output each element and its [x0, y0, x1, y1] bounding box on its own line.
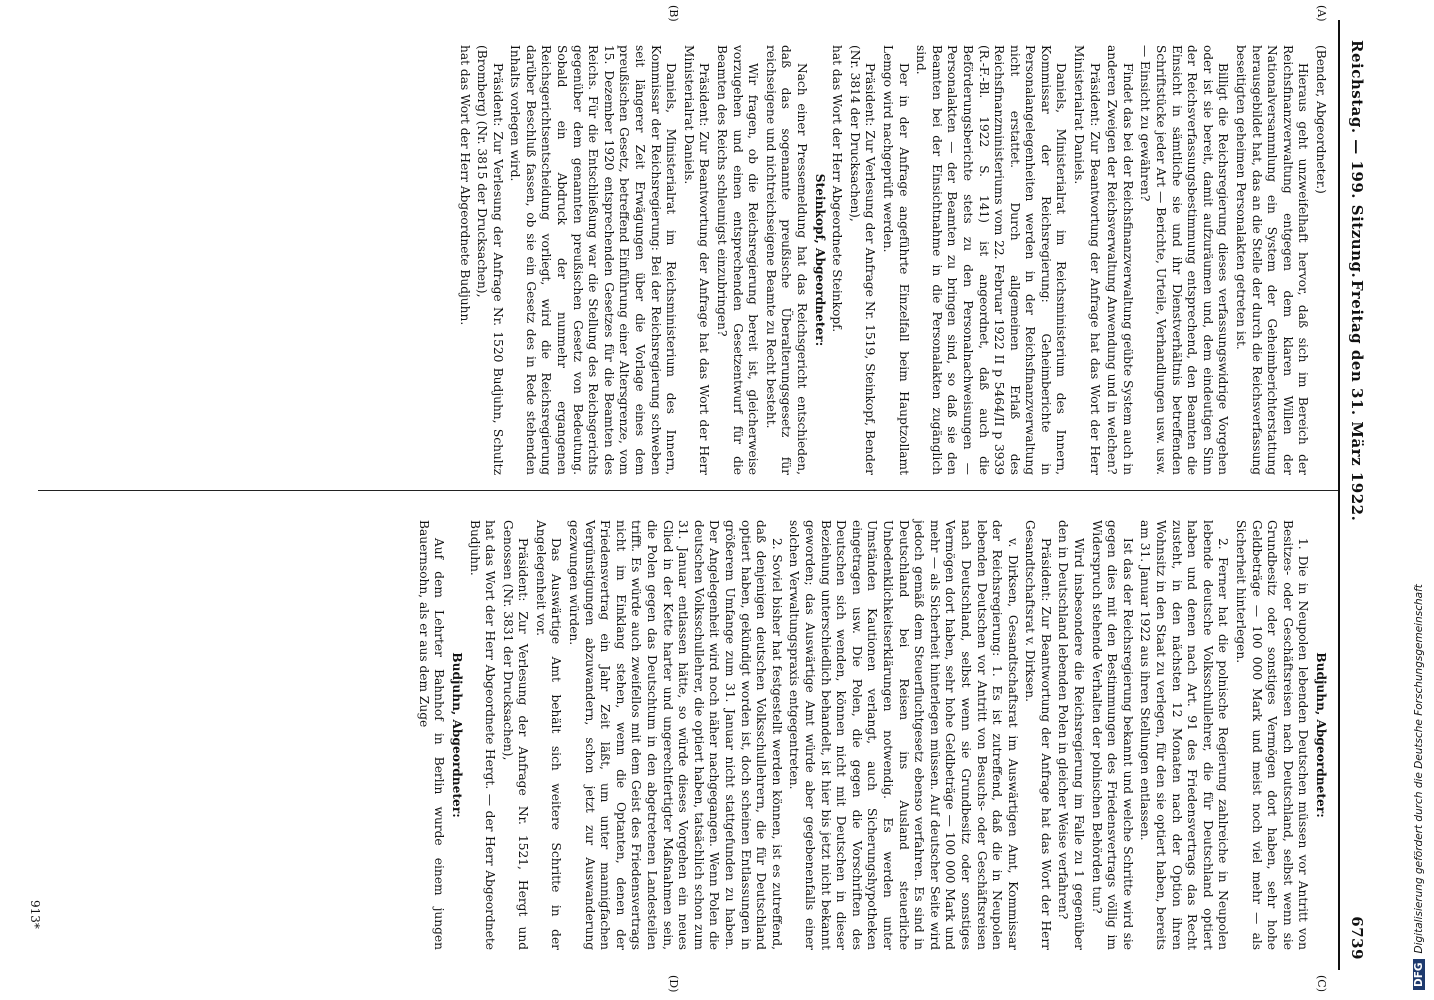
paragraph: v. Dirksen, Gesandtschaftsrat im Auswärtigen Amt, Kommissar der Reichsregierung: 1. Es ist zutreffend, daß die in Neupolen lebenden Deutschen vor Antritt von Besuchs- oder Geschäftsreisen nach Deutschland, selbst wenn sie Grundbesitz oder sonstiges Vermögen dort haben, sehr hohe Geldbeträge — 100 000 Mark und mehr — als Sicherheit hinterlegen müssen. Auf deutscher Seite wird jedoch gemäß dem Steuerfluchtgesetz ebenso verfahren. Es sind in Deutschland bei Reisen ins Ausland steuerliche Unbedenklichkeitserklärungen notwendig. Es werden unter Umständen Kautionen verlangt, auch Sicherungshypotheken eingetragen usw. Die Polen, die gegen die Vorschriften des Deutschen sich wenden, können nicht mit Deutschen in dieser Beziehung unterschiedlich behandelt, ist hier bis jetzt nicht bekannt geworden; das Auswärtige Amt würde aber gegebenenfalls einer solchen Verwaltungspraxis entgegentreten.	[787, 520, 1020, 950]
paragraph: 1. Die in Neupolen lebenden Deutschen müssen vor Antritt von Besitzes- oder Geschäftsreisen nach Deutschland, selbst wenn sie Grundbesitz oder sonstiges Vermögen dort haben, sehr hohe Geldbeträge — 100 000 Mark und meist noch viel mehr — als Sicherheit hinterlegen.	[1234, 520, 1311, 950]
marker-c: (C)	[1315, 975, 1328, 992]
paragraph: hat das Wort der Herr Abgeordnete Hergt. — der Herr Abgeordnete Budjuhn.	[467, 520, 498, 950]
left-column	[454, 45, 1328, 475]
digitization-note	[1407, 0, 1429, 1000]
paragraph: Ist das der Reichsregierung bekannt und welche Schritte wird sie gegen dies mit den Bestimmungen des Friedensvertrags völlig im Widerspruch stehende Verhalten der polnischen Behörden tun?	[1089, 520, 1135, 950]
header-session: Reichstag. — 199. Sitzung.	[1348, 40, 1366, 279]
paragraph: Präsident: Zur Verlesung der Anfrage Nr. 1519, Steinkopf, Bender (Nr. 3814 der Drucksachen),	[847, 45, 878, 475]
paragraph: Wird insbesondere die Reichsregierung im Falle zu 1 gegenüber den in Deutschland lebenden Polen in gleicher Weise verfahren?	[1056, 520, 1087, 950]
speaker-heading: Steinkopf, Abgeordneter:	[812, 173, 827, 347]
marker-d: (D)	[667, 975, 680, 993]
speaker-heading: Budjuhn, Abgeordneter:	[1314, 652, 1328, 818]
paragraph: (Bender, Abgeordneter.)	[1314, 45, 1328, 194]
paragraph: Wir fragen, ob die Reichsregierung bereit ist, gleicherweise vorzugehen und einen entsprechenden Gesetzentwurf für die Beamten des Reichs schleunigst einzubringen?	[715, 45, 761, 475]
dfg-logo: DFG	[1413, 959, 1425, 990]
paragraph: hat das Wort der Herr Abgeordnete Budjuhn.	[457, 45, 472, 326]
paragraph: Auf dem Lehrter Bahnhof in Berlin wurde einem jungen Bauernsohn, als er aus dem Zuge	[416, 520, 447, 950]
header-rule	[1338, 20, 1340, 970]
paragraph: Präsident: Zur Beantwortung der Anfrage hat das Wort der Herr Gesandtschaftsrat v. Dirksen.	[1023, 520, 1053, 950]
marker-b: (B)	[667, 5, 680, 22]
paragraph: Präsident: Zur Verlesung der Anfrage Nr. 1520 Budjuhn, Schultz (Bromberg) (Nr. 3815 der Drucksachen),	[475, 45, 505, 475]
paragraph: Präsident: Zur Beantwortung der Anfrage hat das Wort der Herr Ministerialrat Daniels.	[1072, 45, 1102, 475]
page-footer-number: 913*	[28, 900, 42, 929]
paragraph: Daniels, Ministerialrat im Reichsministerium des Innern, Kommissar der Reichsregierung: Geheimberichte in Personalangelegenheiten werden in der Reichsfinanzverwaltung nicht erstattet. Durch allgemeinen Erlaß des Reichsfinanzministeriums vom 22. Februar 1922 II p 5464/II p 3939 (R.-F.-Bl. 1922 S. 141) ist angeordnet, daß auch die Beförderungsberichte stets zu den Personalnachweisungen — Personalakten — der Beamten zu bringen sind, so daß sie den Beamten bei der Einsichtnahme in die Personalakten zugänglich sind.	[914, 45, 1069, 475]
paragraph: 2. Ferner hat die polnische Regierung zahlreiche in Neupolen lebende deutsche Volksschullehrer, die für Deutschland optiert haben und denen nach Art. 91 des Friedensvertrags das Recht zusteht, in den nächsten 12 Monaten nach der Option ihren Wohnsitz in den Staat zu verlegen, für den sie optiert haben, bereits am 31. Januar 1922 aus ihren Stellungen entlassen.	[1138, 520, 1231, 950]
paragraph: Hieraus geht unzweifelhaft hervor, daß sich im Bereich der Reichsfinanzverwaltung entgegen dem klaren Willen der Nationalversammlung ein System der Geheimberichterstattung herausgebildet hat, das an die Stelle der durch die Reichsverfassung beseitigten geheimen Personalakten getreten ist.	[1234, 45, 1311, 475]
page-header	[1340, 40, 1380, 960]
paragraph: Präsident: Zur Verlesung der Anfrage Nr. 1521, Hergt und Genossen (Nr. 3831 der Drucksachen),	[500, 520, 531, 950]
header-page-number: 6739	[1348, 916, 1366, 960]
paragraph: Präsident: Zur Beantwortung der Anfrage hat das Wort der Herr Ministerialrat Daniels.	[681, 45, 712, 475]
paragraph: Das Auswärtige Amt behält sich weitere Schritte in der Angelegenheit vor.	[533, 520, 564, 950]
header-date: Freitag den 31. März 1922.	[1348, 280, 1366, 522]
right-column	[413, 520, 1328, 950]
digitization-text: Digitalisierung gefördert durch die Deutsche Forschungsgemeinschaft	[1413, 584, 1425, 954]
paragraph: Findet das bei der Reichsfinanzverwaltung geübte System auch in anderen Zweigen der Reichsverwaltung Anwendung und in welchen?	[1105, 45, 1135, 475]
paragraph: Der in der Anfrage angeführte Einzelfall beim Hauptzollamt Lemgo wird nachgeprüft werden.	[880, 45, 911, 475]
paragraph: Billigt die Reichsregierung dieses verfassungswidrige Vorgehen oder ist sie bereit, damit aufzuräumen und, dem eindeutigen Sinn der Reichsverfassungsbestimmung entsprechend, den Beamten die Einsicht in sämtliche sie und ihr Dienstverhältnis betreffenden Schriftstücke jeder Art — Berichte, Urteile, Verhandlungen usw. usw. — Einsicht zu gewähren?	[1138, 45, 1231, 475]
speaker-heading: Budjuhn, Abgeordneter:	[449, 652, 464, 818]
paragraph: Daniels, Ministerialrat im Reichsministerium des Innern, Kommissar der Reichsregierung: Bei der Reichsregierung schweben seit längerer Zeit Erwägungen über die Vorlage eines dem preußischen Gesetz, betreffend Einführung einer Altersgrenze, vom 15. Dezember 1920 entsprechenden Gesetzes für die Beamten des Reichs. Für die Entschließung war die Stellung des Reichsgerichts gegenüber dem genannten preußischen Gesetz von Bedeutung. Sobald ein Abdruck der nunmehr ergangenen Reichsgerichtsentscheidung vorliegt, wird die Reichsregierung darüber Beschluß fassen, ob sie ein Gesetz des in Rede stehenden Inhalts vorlegen wird.	[508, 45, 679, 475]
paragraph: Nach einer Pressemeldung hat das Reichsgericht entschieden, daß das sogenannte preußische Überalterungsgesetz für reichseigene und nichtreichseigene Beamte zu Recht besteht.	[763, 45, 809, 475]
paragraph: hat das Wort der Herr Abgeordnete Steinkopf.	[830, 45, 845, 333]
column-divider	[38, 490, 1338, 491]
marker-a: (A)	[1315, 5, 1328, 22]
paragraph: 2. Soviel bisher hat festgestellt werden können, ist es zutreffend, daß denjenigen deutschen Volksschullehrern, die für Deutschland optiert haben, gekündigt worden ist, doch scheinen Entlassungen in größerem Umfange zum 31. Januar nicht stattgefunden zu haben. Der Angelegenheit wird noch näher nachgegangen. Wenn Polen die deutschen Volksschullehrer, die optiert haben, tatsächlich schon zum 31. Januar entlassen hätte, so würde dieses Vorgehen ein neues Glied in der Kette harter und ungerechtfertigter Maßnahmen sein, die Polen gegen das Deutschtum in den abgetretenen Landesteilen trifft. Es würde auch zweifellos mit dem Geist des Friedensvertrags nicht im Einklang stehen, wenn die Optanten, denen der Friedensvertrag ein Jahr Zeit läßt, um unter mannigfachen Vergünstigungen abzuwandern, schon jetzt zur Auswanderung gezwungen würden.	[567, 520, 784, 950]
